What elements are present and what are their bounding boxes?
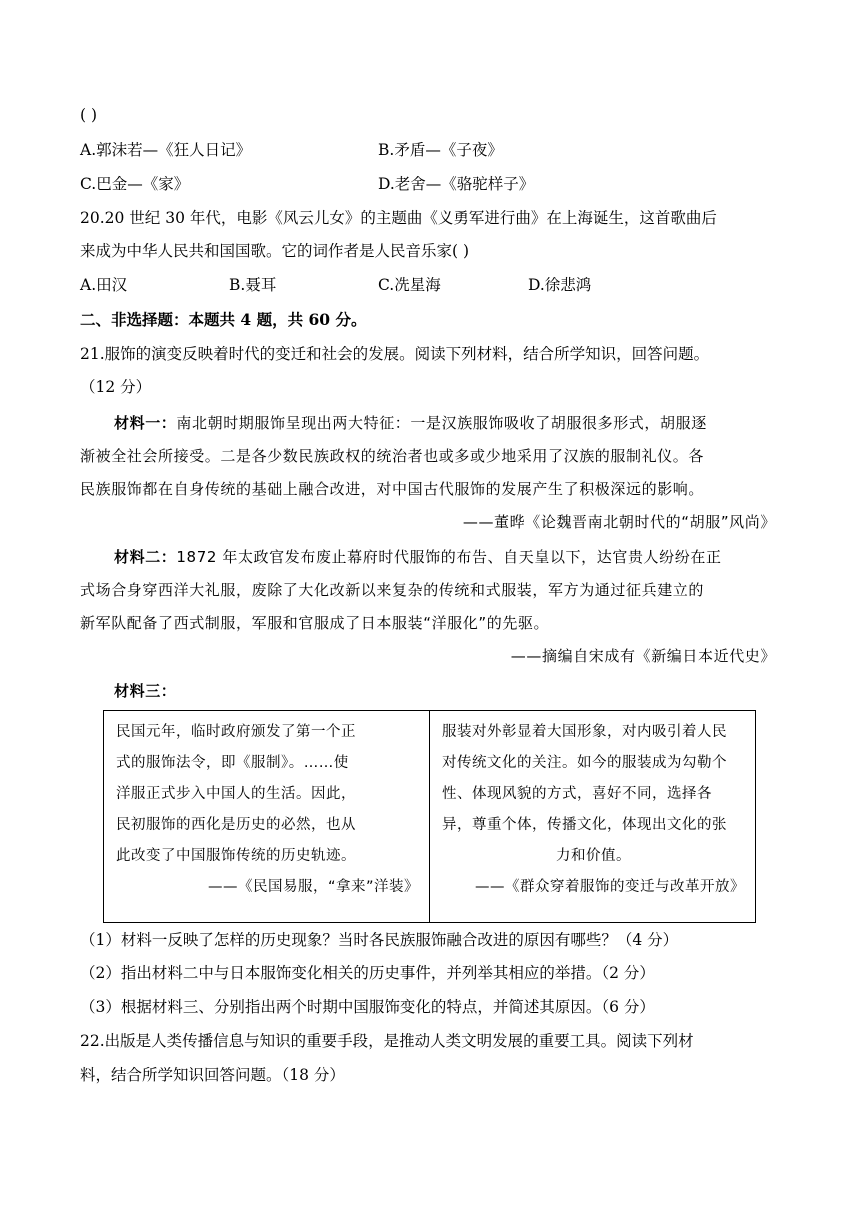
material-1-line3: 民族服饰都在自身传统的基础上融合改进，对中国古代服饰的发展产生了积极深远的影响。 [80, 480, 705, 498]
material-1-text: 南北朝时期服饰呈现出两大特征：一是汉族服饰吸收了胡服很多形式，胡服逐 [176, 414, 707, 432]
material-3-left-line: 此改变了中国服饰传统的历史轨迹。 [116, 848, 356, 864]
material-3-right-line: 力和价值。 [556, 848, 631, 864]
q20-option-d: D.徐悲鸿 [528, 276, 592, 294]
material-1-line2: 渐被全社会所接受。二是各少数民族政权的统治者也或多或少地采用了汉族的服制礼仪。各 [80, 447, 705, 465]
material-2-line2: 式场合身穿西洋大礼服，废除了大化改新以来复杂的传统和式服装，军方为通过征兵建立的 [80, 581, 705, 599]
material-3-left-line: 民国元年，临时政府颁发了第一个正 [116, 724, 356, 740]
q20-option-c: C.冼星海 [378, 276, 441, 294]
q19-option-d: D.老舍—《骆驼样子》 [378, 175, 535, 193]
q22-stem-line2: 料，结合所学知识回答问题。（18 分） [80, 1066, 345, 1084]
q21-sub-question-3: （3）根据材料三、分别指出两个时期中国服饰变化的特点，并简述其原因。（6 分） [80, 998, 655, 1016]
material-3-left-line: 洋服正式步入中国人的生活。因此， [116, 786, 356, 802]
material-2-source: ——摘编自宋成有《新编日本近代史》 [510, 647, 776, 665]
material-1-source: ——董晔《论魏晋南北朝时代的“胡服”风尚》 [462, 513, 776, 531]
material-3-right-line: 异，尊重个体，传播文化，体现出文化的张 [442, 817, 727, 833]
material-3-left-line: 民初服饰的西化是历史的必然，也从 [116, 817, 356, 833]
q19-option-a: A.郭沫若—《狂人日记》 [80, 141, 252, 159]
material-3-right-source: ——《群众穿着服饰的变迁与改革开放》 [475, 879, 745, 895]
material-3-left-line: 式的服饰法令，即《服制》。……使 [116, 755, 349, 771]
material-3-label: 材料三： [114, 682, 177, 700]
material-3-right-line: 服装对外彰显着大国形象，对内吸引着人民 [442, 724, 727, 740]
material-3-right-line: 对传统文化的关注。如今的服装成为勾勒个 [442, 755, 727, 771]
q20-stem-line1: 20.20 世纪 30 年代，电影《风云儿女》的主题曲《义勇军进行曲》在上海诞生，这首歌曲后 [80, 209, 717, 227]
material-2-text: 1872 年太政官发布废止幕府时代服饰的布告、自天皇以下，达官贵人纷纷在正 [176, 548, 722, 566]
material-3-right-cell [430, 711, 756, 923]
material-2-line3: 新军队配备了西式制服，军服和官服成了日本服装“洋服化”的先驱。 [80, 614, 550, 632]
material-1-line1 [114, 412, 707, 434]
q22-stem-line1: 22.出版是人类传播信息与知识的重要手段，是推动人类文明发展的重要工具。阅读下列材 [80, 1032, 694, 1050]
material-2-line1 [114, 546, 722, 568]
q21-sub-question-1: （1）材料一反映了怎样的历史现象？当时各民族服饰融合改进的原因有哪些？（4 分） [80, 931, 679, 949]
q21-sub-question-2: （2）指出材料二中与日本服饰变化相关的历史事件，并列举其相应的举措。（2 分） [80, 964, 655, 982]
material-2-label: 材料二： [114, 548, 177, 566]
q21-stem-line1: 21.服饰的演变反映着时代的变迁和社会的发展。阅读下列材料，结合所学知识，回答问题。 [80, 345, 710, 363]
q20-option-b: B.聂耳 [229, 276, 277, 294]
q20-stem-line2: 来成为中华人民共和国国歌。它的词作者是人民音乐家( ) [80, 242, 470, 260]
material-3-left-cell [104, 711, 430, 923]
q20-option-a: A.田汉 [80, 276, 128, 294]
material-3-right-line: 性、体现风貌的方式，喜好不同，选择各 [442, 786, 712, 802]
material-1-label: 材料一： [114, 414, 177, 432]
section-title: 二、非选择题：本题共 4 题，共 60 分。 [80, 310, 367, 329]
material-3-left-source: ——《民国易服，“拿来”洋装》 [207, 879, 419, 895]
q21-stem-line2: （12 分） [80, 378, 152, 396]
q19-option-b: B.矛盾—《子夜》 [378, 141, 503, 159]
answer-bracket: ( ) [80, 106, 98, 124]
q19-option-c: C.巴金—《家》 [80, 175, 190, 193]
material-3-table [103, 710, 756, 923]
